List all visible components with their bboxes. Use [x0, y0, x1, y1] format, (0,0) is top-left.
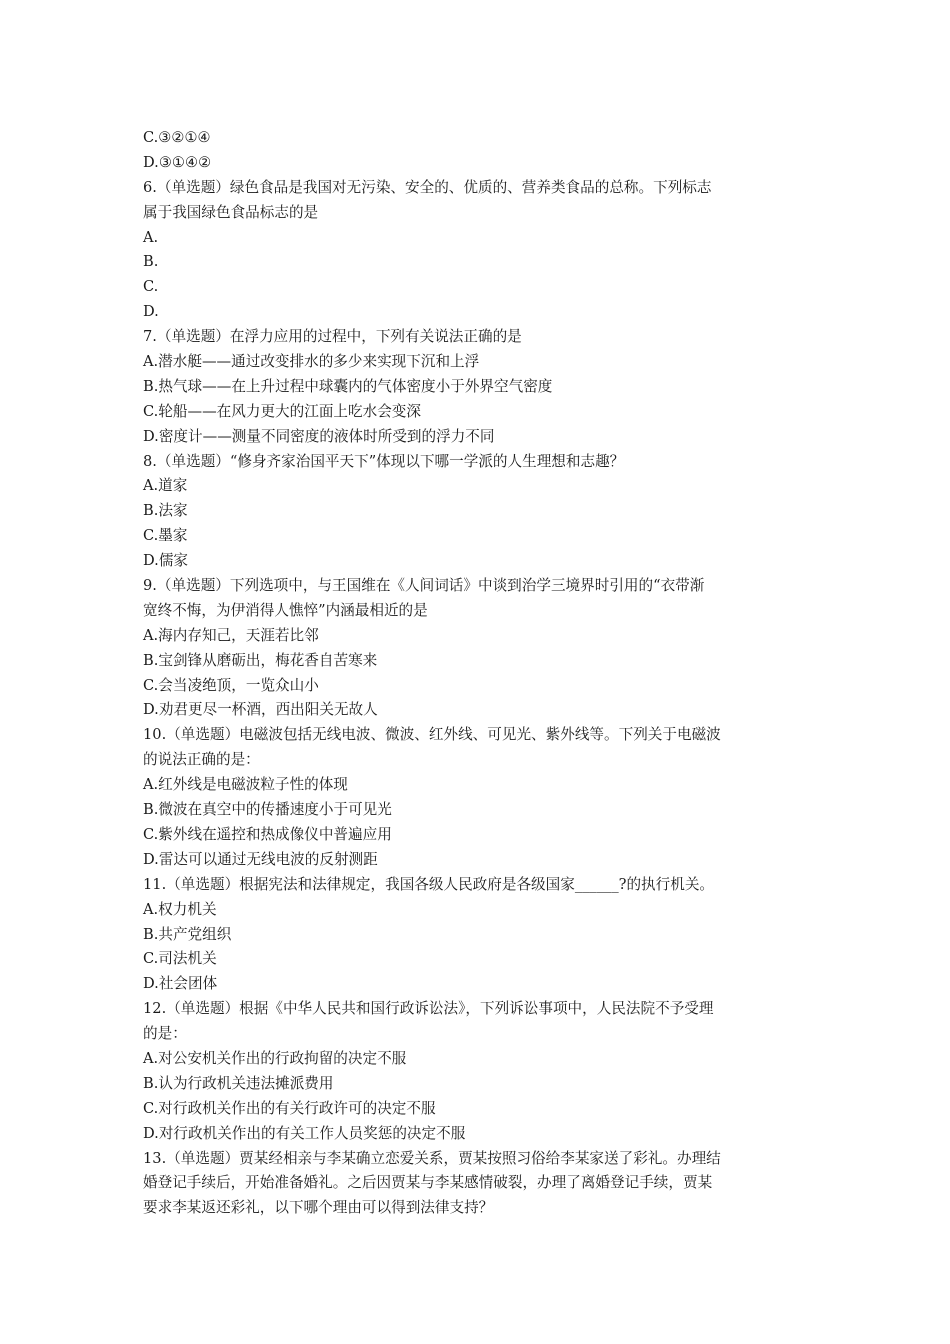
q6-option-c: C. [143, 278, 159, 296]
q12-option-c: C.对行政机关作出的有关行政许可的决定不服 [143, 1099, 436, 1117]
q13-stem-line-2: 婚登记手续后，开始准备婚礼。之后因贾某与李某感情破裂，办理了离婚登记手续，贾某 [143, 1174, 713, 1192]
question-7 [143, 325, 813, 449]
q8-option-a: A.道家 [143, 477, 188, 495]
q8-stem: 8.（单选题）“修身齐家治国平天下”体现以下哪一学派的人生理想和志趣？ [143, 452, 625, 470]
q6-option-b: B. [143, 253, 159, 271]
question-6 [143, 176, 813, 325]
q10-option-b: B.微波在真空中的传播速度小于可见光 [143, 801, 392, 819]
q12-option-a: A.对公安机关作出的行政拘留的决定不服 [143, 1049, 407, 1067]
q9-option-a: A.海内存知己，天涯若比邻 [143, 626, 319, 644]
q6-option-d: D. [143, 303, 159, 321]
q9-stem-line-2: 宽终不悔，为伊消得人憔悴”内涵最相近的是 [143, 601, 428, 619]
q6-option-a: A. [143, 228, 159, 246]
question-13 [143, 1147, 813, 1222]
q12-option-d: D.对行政机关作出的有关工作人员奖惩的决定不服 [143, 1124, 466, 1142]
q11-option-b: B.共产党组织 [143, 925, 232, 943]
question-8 [143, 450, 813, 574]
q11-option-c: C.司法机关 [143, 950, 217, 968]
question-10 [143, 723, 813, 872]
q7-option-c: C.轮船——在风力更大的江面上吃水会变深 [143, 402, 421, 420]
q10-stem-line-1: 10.（单选题）电磁波包括无线电波、微波、红外线、可见光、紫外线等。下列关于电磁波 [143, 726, 721, 744]
q5-option-d: D.③①④② [143, 153, 212, 171]
q5-option-c: C.③②①④ [143, 129, 211, 146]
q9-option-c: C.会当凌绝顶，一览众山小 [143, 676, 319, 694]
q7-stem: 7.（单选题）在浮力应用的过程中，下列有关说法正确的是 [143, 328, 522, 346]
q7-option-b: B.热气球——在上升过程中球囊内的气体密度小于外界空气密度 [143, 377, 553, 395]
q11-option-d: D.社会团体 [143, 975, 218, 993]
question-11 [143, 873, 813, 997]
q10-option-c: C.紫外线在遥控和热成像仪中普遍应用 [143, 825, 392, 843]
q8-option-b: B.法家 [143, 502, 188, 520]
q7-option-a: A.潜水艇——通过改变排水的多少来实现下沉和上浮 [143, 353, 480, 371]
q10-option-a: A.红外线是电磁波粒子性的体现 [143, 776, 348, 794]
q8-option-d: D.儒家 [143, 552, 189, 570]
q9-option-d: D.劝君更尽一杯酒，西出阳关无故人 [143, 701, 378, 719]
q12-option-b: B.认为行政机关违法摊派费用 [143, 1074, 334, 1092]
q10-option-d: D.雷达可以通过无线电波的反射测距 [143, 850, 378, 868]
question-12 [143, 997, 813, 1146]
q12-stem-line-2: 的是： [143, 1025, 187, 1043]
q7-option-d: D.密度计——测量不同密度的液体时所受到的浮力不同 [143, 427, 495, 445]
q12-stem-line-1: 12.（单选题）根据《中华人民共和国行政诉讼法》，下列诉讼事项中，人民法院不予受理 [143, 1000, 714, 1018]
q6-stem-line-1: 6.（单选题）绿色食品是我国对无污染、安全的、优质的、营养类食品的总称。下列标志 [143, 178, 712, 196]
q9-stem-line-1: 9.（单选题）下列选项中，与王国维在《人间词话》中谈到治学三境界时引用的“衣带渐 [143, 577, 705, 595]
q13-stem-line-3: 要求李某返还彩礼，以下哪个理由可以得到法律支持？ [143, 1199, 494, 1217]
q8-option-c: C.墨家 [143, 527, 188, 545]
q13-stem-line-1: 13.（单选题）贾某经相亲与李某确立恋爱关系，贾某按照习俗给李某家送了彩礼。办理结 [143, 1149, 721, 1167]
q11-stem: 11.（单选题）根据宪法和法律规定，我国各级人民政府是各级国家______?的执行机关。 [143, 875, 715, 893]
q6-stem-line-2: 属于我国绿色食品标志的是 [143, 203, 319, 221]
q9-option-b: B.宝剑锋从磨砺出，梅花香自苦寒来 [143, 651, 378, 669]
exam-page [143, 126, 813, 1221]
question-9 [143, 574, 813, 723]
q11-option-a: A.权力机关 [143, 900, 217, 918]
q10-stem-line-2: 的说法正确的是： [143, 751, 260, 769]
